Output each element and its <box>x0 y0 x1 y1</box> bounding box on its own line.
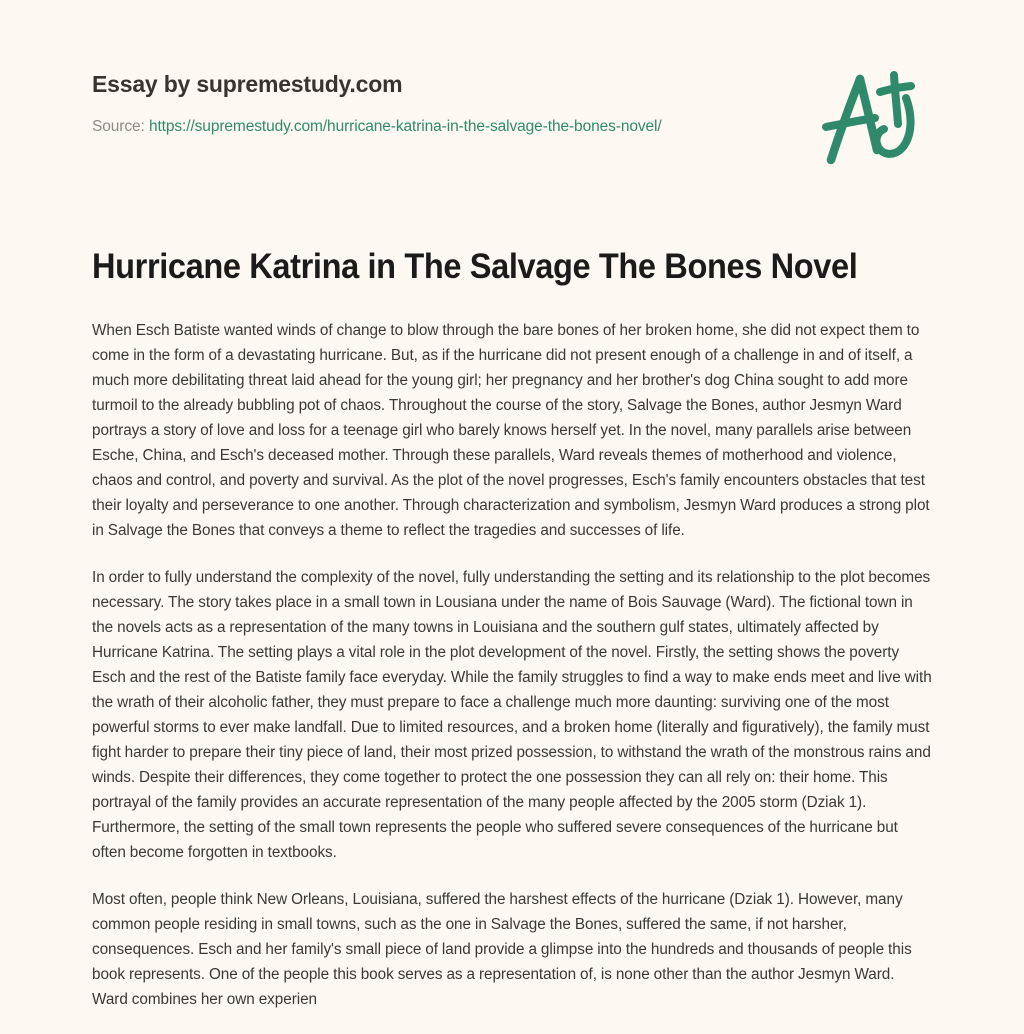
source-label: Source: <box>92 118 145 136</box>
a-plus-icon <box>818 62 930 170</box>
paragraph: In order to fully understand the complexity of the novel, fully understanding the setting and its relationship to the plot becomes necessary. The story takes place in a small town in Lousiana under the name of Bois Sauvage (Ward). The fictional town in the novels acts as a representation of the many towns in Louisiana and the southern gulf states, ultimately affected by Hurricane Katrina. The setting plays a vital role in the plot development of the novel. Firstly, the setting shows the poverty Esch and the rest of the Batiste family face everyday. While the family struggles to find a way to make ends meet and live with the wrath of their alcoholic father, they must prepare to face a challenge much more daunting: surviving one of the most powerful storms to ever make landfall. Due to limited resources, and a broken home (literally and figuratively), the family must fight harder to prepare their tiny piece of land, their most prized possession, to withstand the wrath of the monstrous rains and winds. Despite their differences, they come together to protect the one possession they can all rely on: their home. This portrayal of the family provides an accurate representation of the many people affected by the 2005 storm (Dziak 1). Furthermore, the setting of the small town represents the people who suffered severe consequences of the hurricane but often become forgotten in textbooks. <box>92 568 932 861</box>
page-title: Hurricane Katrina in The Salvage The Bones Novel <box>92 247 858 286</box>
paragraph: Most often, people think New Orleans, Louisiana, suffered the harshest effects of the hurricane (Dziak 1). However, many common people residing in small towns, such as the one in Salvage the Bones, suffered the same, if not harsher, consequences. Esch and her family's small piece of land provide a glimpse into the hundreds and thousands of people this book represents. One of the people this book serves as a representation of, is none other than the author Jesmyn Ward. Ward combines her own experien <box>92 890 912 1008</box>
supremestudy-logo[interactable] <box>818 62 930 170</box>
paragraph: When Esch Batiste wanted winds of change to blow through the bare bones of her broken home, she did not expect them to come in the form of a devastating hurricane. But, as if the hurricane did not present enough of a challenge in and of itself, a much more debilitating threat laid ahead for the young girl; her pregnancy and her brother's dog China sought to add more turmoil to the already bubbling pot of chaos. Throughout the course of the story, Salvage the Bones, author Jesmyn Ward portrays a story of love and loss for a teenage girl who barely knows herself yet. In the novel, many parallels arise between Esche, China, and Esch's deceased mother. Through these parallels, Ward reveals themes of motherhood and violence, chaos and control, and poverty and survival. As the plot of the novel progresses, Esch's family encounters obstacles that test their loyalty and perseverance to one another. Through characterization and symbolism, Jesmyn Ward produces a strong plot in Salvage the Bones that conveys a theme to reflect the tragedies and successes of life. <box>92 321 930 539</box>
source-url-link[interactable]: https://supremestudy.com/hurricane-katrina-in-the-salvage-the-bones-novel/ <box>148 118 662 136</box>
source-line <box>92 118 792 137</box>
article-container <box>92 248 932 1012</box>
article-body <box>92 318 932 1012</box>
page-header <box>92 72 792 137</box>
essay-by-heading: Essay by supremestudy.com <box>92 71 403 97</box>
